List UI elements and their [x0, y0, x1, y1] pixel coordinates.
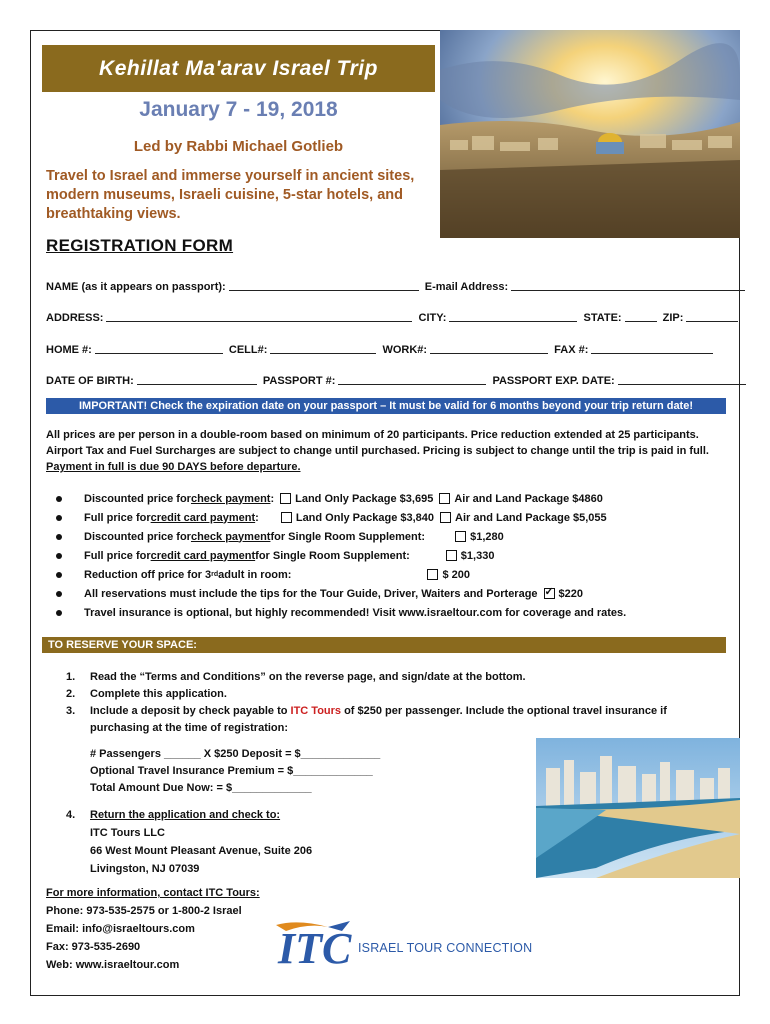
cell-label: CELL#: — [228, 344, 268, 356]
step-number: 4. — [66, 809, 76, 821]
reserve-steps — [66, 669, 706, 737]
tips-checkbox[interactable] — [544, 588, 555, 599]
contact-heading: For more information, contact ITC Tours: — [46, 887, 260, 899]
passport-field[interactable] — [338, 374, 486, 385]
price-options — [56, 489, 736, 622]
return-address — [66, 806, 312, 878]
contact-fax: Fax: 973-535-2690 — [46, 941, 141, 953]
row-phones — [46, 343, 726, 356]
bullet-link-text: credit card payment — [150, 549, 256, 562]
logo-mark: ITC — [278, 924, 352, 973]
bullet-text: All reservations must include the tips for the Tour Guide, Driver, Waiters and Porterage — [84, 587, 538, 600]
trip-dates: January 7 - 19, 2018 — [139, 98, 338, 121]
bullet-text: adult in room: — [218, 568, 292, 581]
dob-field[interactable] — [137, 374, 257, 385]
bullet-text: Discounted price for — [84, 530, 191, 543]
tel-aviv-beach-photo — [536, 738, 740, 878]
passport-notice: IMPORTANT! Check the expiration date on your passport – It must be valid for 6 months beyond your trip return date! — [46, 398, 726, 414]
list-item — [66, 703, 706, 737]
land-only-card-checkbox[interactable] — [281, 512, 292, 523]
work-label: WORK#: — [382, 344, 428, 356]
pricing-terms — [46, 427, 730, 475]
bullet-link-text: credit card payment — [150, 511, 256, 524]
option-label: Air and Land Package $5,055 — [455, 511, 607, 524]
option-label: Land Only Package $3,695 — [295, 492, 434, 505]
contact-phone: Phone: 973-535-2575 or 1-800-2 Israel — [46, 905, 242, 917]
trip-title-banner — [42, 45, 435, 92]
bullet-icon — [56, 553, 62, 559]
list-item — [56, 527, 736, 546]
single-card-checkbox[interactable] — [446, 550, 457, 561]
work-field[interactable] — [430, 343, 548, 354]
fax-label: FAX #: — [554, 344, 589, 356]
list-item — [56, 508, 736, 527]
air-land-check-checkbox[interactable] — [439, 493, 450, 504]
bullet-icon — [56, 572, 62, 578]
step-text — [90, 703, 706, 737]
bullet-text: Travel insurance is optional, but highly recommended! Visit www.israeltour.com for coverage and rates. — [84, 606, 627, 619]
step-text-part: of $250 per passenger. Include the optional travel insurance if purchasing at the time of registration: — [90, 705, 667, 734]
bullet-icon — [56, 515, 62, 521]
form-title: REGISTRATION FORM — [46, 236, 234, 255]
bullet-icon — [56, 610, 62, 616]
bullet-text: Full price for — [84, 549, 151, 562]
row-name-email — [46, 280, 726, 293]
bullet-icon — [56, 591, 62, 597]
address-line: ITC Tours LLC — [90, 827, 165, 839]
air-land-card-checkbox[interactable] — [440, 512, 451, 523]
bullet-text: Full price for — [84, 511, 151, 524]
contact-email[interactable]: Email: info@israeltours.com — [46, 923, 195, 935]
fax-field[interactable] — [591, 343, 713, 354]
bullet-text: for Single Room Supplement: — [270, 530, 426, 543]
passengers-line[interactable]: # Passengers ______ X $250 Deposit = $_____________ — [90, 748, 381, 760]
step-number: 1. — [66, 671, 76, 683]
third-adult-checkbox[interactable] — [427, 569, 438, 580]
home-field[interactable] — [95, 343, 223, 354]
zip-field[interactable] — [686, 311, 738, 322]
option-label: $1,280 — [470, 530, 504, 543]
land-only-check-checkbox[interactable] — [280, 493, 291, 504]
passport-exp-field[interactable] — [618, 374, 746, 385]
contact-web[interactable]: Web: www.israeltour.com — [46, 959, 180, 971]
itc-logo — [268, 917, 533, 985]
trip-leader: Led by Rabbi Michael Gotlieb — [133, 138, 344, 155]
bullet-link-text: check payment — [190, 492, 271, 505]
deposit-calculator — [90, 746, 380, 797]
list-item — [56, 603, 736, 622]
single-check-checkbox[interactable] — [455, 531, 466, 542]
step-number: 2. — [66, 688, 76, 700]
list-item — [66, 669, 706, 686]
city-field[interactable] — [449, 311, 577, 322]
option-label: Land Only Package $3,840 — [295, 511, 435, 524]
trip-intro: Travel to Israel and immerse yourself in ancient sites, modern museums, Israeli cuisine, 5-star hotels, and breathtaking views. — [46, 168, 415, 222]
step-text: Read the “Terms and Conditions” on the reverse page, and sign/date at the bottom. — [90, 671, 526, 683]
address-label: ADDRESS: — [46, 312, 104, 324]
list-item — [66, 686, 706, 703]
contact-info — [46, 884, 260, 974]
cell-field[interactable] — [270, 343, 376, 354]
bullet-text: Reduction off price for 3 — [84, 568, 212, 581]
city-label: CITY: — [418, 312, 447, 324]
step-number: 3. — [66, 705, 76, 717]
passport-label: PASSPORT #: — [262, 375, 336, 387]
passport-exp-label: PASSPORT EXP. DATE: — [492, 375, 615, 387]
list-item — [56, 546, 736, 565]
bullet-superscript: rd — [211, 571, 219, 578]
email-field[interactable] — [511, 280, 745, 291]
name-field[interactable] — [229, 280, 419, 291]
bullet-text: Discounted price for — [84, 492, 191, 505]
name-label: NAME (as it appears on passport): — [46, 281, 226, 293]
bullet-icon — [56, 496, 62, 502]
pricing-line-3: Payment in full is due 90 DAYS before departure. — [46, 461, 301, 473]
bullet-text: : — [255, 511, 259, 524]
company-name: ITC Tours — [290, 705, 342, 717]
state-label: STATE: — [583, 312, 622, 324]
state-field[interactable] — [625, 311, 657, 322]
total-line[interactable]: Total Amount Due Now: = $_____________ — [90, 782, 312, 794]
home-label: HOME #: — [46, 344, 92, 356]
option-label: $1,330 — [460, 549, 495, 562]
logo-name: ISRAEL TOUR CONNECTION — [358, 941, 533, 955]
bullet-link-text: check payment — [190, 530, 271, 543]
reserve-header: TO RESERVE YOUR SPACE: — [42, 637, 726, 653]
return-label: Return the application and check to: — [90, 809, 281, 821]
jerusalem-photo — [440, 30, 740, 238]
list-item — [56, 489, 736, 508]
bullet-icon — [56, 534, 62, 540]
row-passport — [46, 374, 726, 387]
row-address — [46, 311, 726, 324]
insurance-line[interactable]: Optional Travel Insurance Premium = $_____________ — [90, 765, 373, 777]
zip-label: ZIP: — [662, 312, 684, 324]
pricing-line-1: All prices are per person in a double-room based on minimum of 20 participants. Price reduction extended at 25 participants. — [46, 429, 699, 441]
address-field[interactable] — [106, 311, 412, 322]
list-item — [56, 565, 736, 584]
list-item — [56, 584, 736, 603]
bullet-text: : — [270, 492, 275, 505]
address-line: Livingston, NJ 07039 — [90, 863, 200, 875]
option-label: $ 200 — [442, 568, 470, 581]
option-label: $220 — [558, 587, 584, 600]
address-line: 66 West Mount Pleasant Avenue, Suite 206 — [90, 845, 313, 857]
step-text-part: Include a deposit by check payable to — [90, 705, 291, 717]
bullet-text: for Single Room Supplement: — [255, 549, 410, 562]
dob-label: DATE OF BIRTH: — [46, 375, 134, 387]
option-label: Air and Land Package $4860 — [454, 492, 603, 505]
email-label: E-mail Address: — [424, 281, 509, 293]
pricing-line-2: Airport Tax and Fuel Surcharges are subject to change until purchased. Pricing is subject to change until the trip is paid in full. — [46, 445, 709, 457]
trip-title: Kehillat Ma'arav Israel Trip — [99, 57, 378, 80]
step-text: Complete this application. — [90, 688, 227, 700]
